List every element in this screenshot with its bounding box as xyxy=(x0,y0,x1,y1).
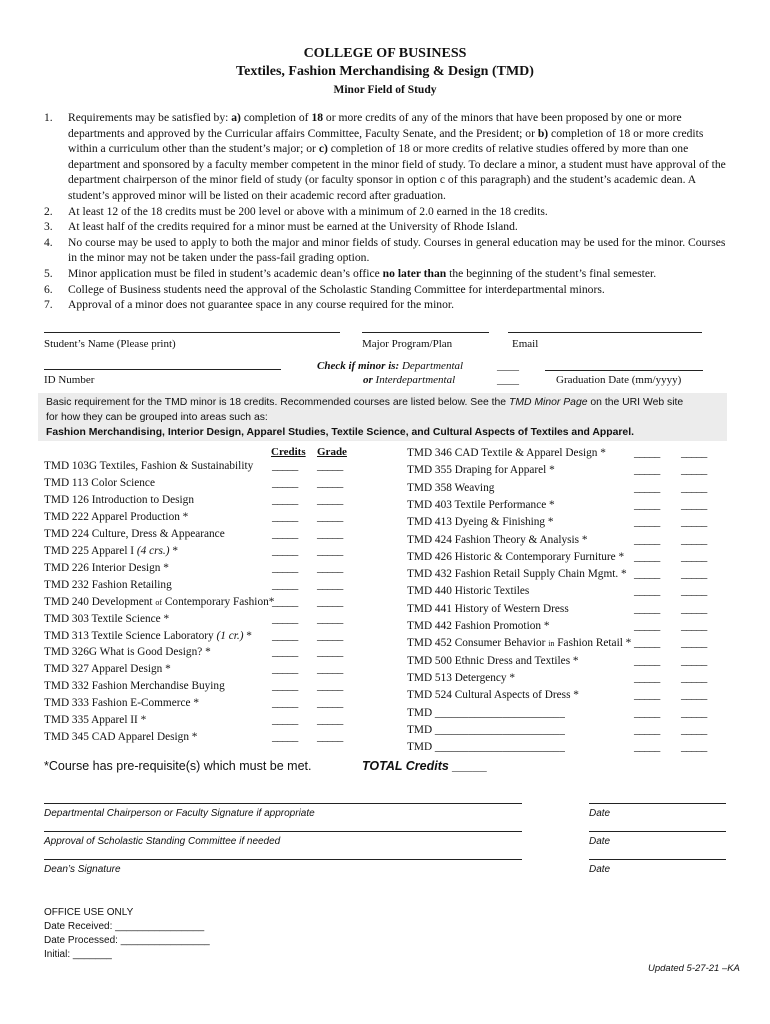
course-row xyxy=(407,655,579,667)
course-grade-field[interactable]: _____ xyxy=(317,612,343,625)
course-name-rest: Fashion Retail * xyxy=(557,637,632,650)
course-name: TMD 346 CAD Textile & Apparel Design * xyxy=(407,447,606,459)
student-name-line[interactable] xyxy=(44,332,340,333)
course-name: TMD _______________________ xyxy=(407,723,565,736)
course-row xyxy=(44,613,169,625)
requirement-item xyxy=(44,235,734,266)
course-grade-field[interactable]: _____ xyxy=(681,741,707,754)
form-subtitle: Minor Field of Study xyxy=(333,84,437,96)
course-name: TMD 113 Color Science xyxy=(44,476,155,489)
requirement-number: 6. xyxy=(44,282,53,296)
course-grade-field[interactable]: _____ xyxy=(317,629,343,642)
course-credits-field[interactable]: _____ xyxy=(634,550,660,563)
course-name: TMD 403 Textile Performance * xyxy=(407,498,555,511)
major-line[interactable] xyxy=(362,332,489,333)
course-credits-field[interactable]: _____ xyxy=(272,544,298,557)
course-grade-field[interactable]: _____ xyxy=(681,464,707,477)
requirement-text: At least 12 of the 18 credits must be 200 level or above with a minimum of 2.0 earned in the 18 credits. xyxy=(68,204,548,218)
course-row xyxy=(44,731,197,743)
requirement-text: b) xyxy=(537,126,549,140)
check-minor-label: Check if minor is: Departmental xyxy=(317,360,464,372)
course-name: TMD 103G Textiles, Fashion & Sustainability xyxy=(44,460,254,472)
requirement-text: 18 xyxy=(311,111,324,124)
course-grade-field[interactable]: _____ xyxy=(317,646,343,659)
requirement-text: the beginning of the student’s final semester. xyxy=(446,266,657,280)
course-row xyxy=(44,596,274,608)
course-credits-field[interactable]: _____ xyxy=(634,689,660,702)
requirement-number: 3. xyxy=(44,220,53,234)
course-credits-field[interactable]: _____ xyxy=(634,723,660,736)
department-title: Textiles, Fashion Merchandising & Design (TMD) xyxy=(236,64,534,79)
course-credits-field[interactable]: _____ xyxy=(272,714,298,727)
requirement-item xyxy=(44,204,734,220)
course-grade-field[interactable]: _____ xyxy=(317,510,343,523)
course-grade-field[interactable]: _____ xyxy=(317,561,343,574)
course-credits-field[interactable]: _____ xyxy=(634,464,660,477)
requirement-text: completion of 18 or more credits within a curriculum other than the student’s major; or xyxy=(68,126,704,156)
course-grade-field[interactable]: _____ xyxy=(681,689,707,702)
info-line-1: Basic requirement for the TMD minor is 18 credits. Recommended courses are listed below. See the TMD Minor Page on the URI Web site xyxy=(46,397,684,408)
course-grade-field[interactable]: _____ xyxy=(681,498,707,511)
course-row xyxy=(44,663,171,675)
course-row xyxy=(44,545,178,557)
requirement-number: 5. xyxy=(44,266,53,280)
course-grade-field[interactable]: _____ xyxy=(681,637,707,650)
course-credits-field[interactable]: _____ xyxy=(634,481,660,494)
course-name: TMD 327 Apparel Design * xyxy=(44,663,171,676)
course-credits-field[interactable]: _____ xyxy=(272,697,298,710)
course-name: TMD 524 Cultural Aspects of Dress * xyxy=(407,689,579,702)
requirement-text: a) xyxy=(231,111,241,124)
course-row xyxy=(407,568,627,580)
chair-date-label: Date xyxy=(589,808,611,819)
course-grade-field[interactable]: _____ xyxy=(681,620,707,632)
course-row xyxy=(407,447,606,459)
course-credits-field[interactable]: _____ xyxy=(272,578,298,591)
course-name: TMD 226 Interior Design * xyxy=(44,561,169,574)
course-name: TMD 303 Textile Science * xyxy=(44,612,170,625)
course-name: TMD 335 Apparel II * xyxy=(44,714,147,727)
prereq-note: *Course has pre-requisite(s) which must be met. xyxy=(44,759,312,773)
course-credits-field[interactable]: _____ xyxy=(634,602,660,615)
initial-field[interactable]: Initial: _______ xyxy=(44,949,112,960)
date-processed-field[interactable]: Date Processed: ________________ xyxy=(44,935,210,946)
requirement-text: Minor application must be filed in student’s academic dean’s office xyxy=(68,266,383,280)
course-row xyxy=(44,680,225,692)
course-credits-field[interactable]: _____ xyxy=(634,654,660,667)
info-line-2: for how they can be grouped into areas such as: xyxy=(46,412,268,423)
course-row xyxy=(407,672,515,684)
course-row xyxy=(407,707,565,719)
student-name-label: Student’s Name (Please print) xyxy=(44,338,176,350)
course-grade-field[interactable]: _____ xyxy=(317,663,343,676)
email-label: Email xyxy=(512,338,539,350)
interdepartmental-label: or Interdepartmental xyxy=(363,374,456,386)
course-credits-field[interactable]: _____ xyxy=(634,447,660,459)
requirement-item xyxy=(44,266,734,282)
course-row xyxy=(407,534,588,546)
course-name: TMD _______________________ xyxy=(407,741,565,754)
course-name-small: of xyxy=(155,597,163,607)
course-grade-field[interactable]: _____ xyxy=(681,447,707,459)
course-row xyxy=(44,714,146,726)
course-credits-field[interactable]: _____ xyxy=(272,527,298,540)
course-credits-field[interactable]: _____ xyxy=(634,568,660,581)
course-name: TMD 332 Fashion Merchandise Buying xyxy=(44,680,225,693)
course-grade-field[interactable]: _____ xyxy=(317,544,343,557)
course-name-small: in xyxy=(548,639,555,649)
course-row xyxy=(407,482,494,494)
committee-signature-label: Approval of Scholastic Standing Committee if needed xyxy=(44,836,281,847)
course-grade-field[interactable]: _____ xyxy=(681,533,707,546)
updated-note: Updated 5-27-21 –KA xyxy=(648,963,740,974)
course-row xyxy=(44,646,211,658)
requirement-number: 1. xyxy=(44,111,53,124)
course-row xyxy=(407,741,565,753)
requirement-text: No course may be used to apply to both the major and minor fields of study. Courses in general education may be used for the minor. Courses in the minor may not be taken under the pass-fail grading option. xyxy=(68,235,726,265)
college-title: COLLEGE OF BUSINESS xyxy=(303,46,467,61)
id-number-line[interactable] xyxy=(44,369,281,370)
course-name: TMD 424 Fashion Theory & Analysis * xyxy=(407,533,588,546)
course-row xyxy=(407,551,624,563)
total-credits-label: TOTAL Credits xyxy=(362,759,449,773)
course-credits-field[interactable]: _____ xyxy=(272,612,298,625)
course-row xyxy=(407,689,579,701)
requirement-text: completion of xyxy=(240,111,312,124)
course-name: TMD 126 Introduction to Design xyxy=(44,493,194,506)
course-row xyxy=(44,528,225,540)
course-credits-field[interactable]: _____ xyxy=(634,585,660,598)
course-credits-field[interactable]: _____ xyxy=(272,680,298,693)
course-name: TMD 232 Fashion Retailing xyxy=(44,578,172,591)
info-box xyxy=(38,393,727,441)
course-name: TMD 326G What is Good Design? * xyxy=(44,646,211,659)
course-name: TMD 355 Draping for Apparel * xyxy=(407,464,555,477)
course-grade-field[interactable]: _____ xyxy=(681,706,707,719)
course-credits-note: (1 cr.) xyxy=(216,629,244,642)
course-name: TMD 222 Apparel Production * xyxy=(44,510,189,523)
date-received-field[interactable]: Date Received: ________________ xyxy=(44,921,205,932)
requirement-text: College of Business students need the approval of the Scholastic Standing Committee for interdepartmental minors. xyxy=(68,282,605,296)
total-credits-field[interactable]: _____ xyxy=(452,759,487,773)
course-grade-field[interactable]: _____ xyxy=(681,723,707,736)
course-row xyxy=(407,603,569,615)
course-row xyxy=(407,637,631,649)
requirement-text: At least half of the credits required for a minor must be earned at the University of Rhode Island. xyxy=(68,220,518,234)
departmental-checkbox[interactable]: ____ xyxy=(497,360,519,372)
course-grade-field[interactable]: _____ xyxy=(681,654,707,667)
course-name: TMD 333 Fashion E-Commerce * xyxy=(44,697,199,710)
course-name: TMD 426 Historic & Contemporary Furniture * xyxy=(407,550,625,563)
chair-signature-line[interactable] xyxy=(44,803,522,804)
interdepartmental-checkbox[interactable]: ____ xyxy=(497,374,519,386)
requirement-item xyxy=(44,110,734,204)
course-grade-field[interactable]: _____ xyxy=(681,550,707,563)
requirements-list xyxy=(44,110,734,313)
email-line[interactable] xyxy=(508,332,702,333)
course-credits-field[interactable]: _____ xyxy=(272,510,298,523)
course-grade-field[interactable]: _____ xyxy=(317,697,343,710)
requirement-text: no later than xyxy=(382,266,447,280)
course-credits-field[interactable]: _____ xyxy=(272,561,298,574)
course-credits-field[interactable]: _____ xyxy=(272,646,298,659)
course-row xyxy=(44,477,155,489)
course-credits-field[interactable]: _____ xyxy=(634,637,660,650)
course-grade-field[interactable]: _____ xyxy=(317,578,343,591)
course-row xyxy=(44,579,172,591)
course-name: TMD 441 History of Western Dress xyxy=(407,602,569,615)
course-credits-field[interactable]: _____ xyxy=(634,741,660,754)
course-name: TMD 224 Culture, Dress & Appearance xyxy=(44,527,225,540)
course-grade-field[interactable]: _____ xyxy=(681,568,707,581)
course-name: TMD 358 Weaving xyxy=(407,481,495,494)
course-credits-field[interactable]: _____ xyxy=(634,620,660,632)
info-line-3: Fashion Merchandising, Interior Design, Apparel Studies, Textile Science, and Cultural Aspects of Textiles and Apparel. xyxy=(46,427,634,438)
course-row xyxy=(407,585,529,597)
chair-signature-label: Departmental Chairperson or Faculty Signature if appropriate xyxy=(44,808,315,819)
requirement-number: 7. xyxy=(44,298,53,312)
course-grade-field[interactable]: _____ xyxy=(317,476,343,489)
dean-signature-line[interactable] xyxy=(44,859,522,860)
committee-date-line[interactable] xyxy=(589,831,726,832)
course-credits-field[interactable]: _____ xyxy=(634,516,660,529)
dean-signature-label: Dean’s Signature xyxy=(44,864,121,875)
course-row xyxy=(44,511,188,523)
course-row xyxy=(407,516,554,528)
course-row xyxy=(407,464,555,476)
tmd-minor-page-link[interactable]: TMD Minor Page xyxy=(508,397,588,408)
course-grade-field[interactable]: _____ xyxy=(681,481,707,494)
course-name: TMD 513 Detergency * xyxy=(407,671,516,684)
prereq-marker: * xyxy=(169,544,178,557)
course-grade-field[interactable]: _____ xyxy=(317,595,343,608)
course-name: TMD 225 Apparel I xyxy=(44,544,135,557)
course-grade-field[interactable]: _____ xyxy=(681,602,707,615)
requirement-number: 4. xyxy=(44,235,53,249)
major-label: Major Program/Plan xyxy=(362,338,453,350)
course-grade-field[interactable]: _____ xyxy=(681,671,707,684)
course-grade-field[interactable]: _____ xyxy=(317,731,343,744)
course-grade-field[interactable]: _____ xyxy=(317,527,343,540)
course-credits-note: (4 crs.) xyxy=(136,544,170,557)
course-row xyxy=(407,724,565,736)
course-credits-field[interactable]: _____ xyxy=(272,629,298,642)
grade-header: Grade xyxy=(317,446,347,458)
course-credits-field[interactable]: _____ xyxy=(634,498,660,511)
requirement-text: Approval of a minor does not guarantee space in any course required for the minor. xyxy=(68,298,455,312)
course-name: TMD 313 Textile Science Laboratory xyxy=(44,629,214,642)
course-row xyxy=(44,697,199,709)
course-name: TMD 440 Historic Textiles xyxy=(407,585,530,598)
course-name: TMD 413 Dyeing & Finishing * xyxy=(407,516,554,529)
course-credits-field[interactable]: _____ xyxy=(272,460,298,472)
requirement-number: 2. xyxy=(44,204,53,218)
chair-date-line[interactable] xyxy=(589,803,726,804)
course-credits-field[interactable]: _____ xyxy=(634,671,660,684)
requirement-item xyxy=(44,219,734,235)
course-row xyxy=(407,620,549,632)
course-credits-field[interactable]: _____ xyxy=(272,476,298,489)
course-row xyxy=(44,630,252,642)
prereq-marker: * xyxy=(243,629,252,642)
requirement-item xyxy=(44,282,734,298)
course-name: TMD 500 Ethnic Dress and Textiles * xyxy=(407,654,579,667)
course-credits-field[interactable]: _____ xyxy=(272,595,298,608)
requirement-text: Requirements may be satisfied by: xyxy=(68,111,232,124)
course-name: TMD 432 Fashion Retail Supply Chain Mgmt. * xyxy=(407,568,627,581)
requirement-text: completion of 18 or more credits of relative studies offered by more than one department and sponsored by a faculty member competent in the minor field of study. To declare a minor, a student must have approval of the department chairperson of the minor field of study (or faculty sponsor in option c of this paragraph) and the student’s academic dean. A student’s approved minor will be listed on their academic record after graduation. xyxy=(68,142,726,202)
course-credits-field[interactable]: _____ xyxy=(634,706,660,719)
course-name: TMD 240 Development xyxy=(44,595,153,608)
course-row xyxy=(407,499,555,511)
committee-signature-line[interactable] xyxy=(44,831,522,832)
course-name: TMD 345 CAD Apparel Design * xyxy=(44,731,198,744)
committee-date-label: Date xyxy=(589,836,611,847)
course-row xyxy=(44,460,253,472)
course-grade-field[interactable]: _____ xyxy=(317,680,343,693)
requirement-text: or more credits of any of the minors that have been proposed by one or more departments and approved by the Curricular affairs Committee, Faculty Senate, and the President; or xyxy=(68,111,682,140)
course-credits-field[interactable]: _____ xyxy=(272,731,298,744)
requirement-text: c) xyxy=(318,142,328,156)
course-grade-field[interactable]: _____ xyxy=(317,714,343,727)
course-credits-field[interactable]: _____ xyxy=(272,493,298,506)
dean-date-line[interactable] xyxy=(589,859,726,860)
credits-header: Credits xyxy=(271,446,306,458)
course-credits-field[interactable]: _____ xyxy=(272,663,298,676)
course-row xyxy=(44,494,194,506)
graduation-date-line[interactable] xyxy=(545,370,703,371)
course-grade-field[interactable]: _____ xyxy=(317,493,343,506)
course-name: TMD _______________________ xyxy=(407,706,565,719)
course-name: TMD 442 Fashion Promotion * xyxy=(407,620,550,632)
graduation-date-label: Graduation Date (mm/yyyy) xyxy=(556,374,682,386)
course-credits-field[interactable]: _____ xyxy=(634,533,660,546)
office-use-title: OFFICE USE ONLY xyxy=(44,907,134,918)
course-grade-field[interactable]: _____ xyxy=(317,460,343,472)
course-row xyxy=(44,562,169,574)
dean-date-label: Date xyxy=(589,864,611,875)
requirement-item xyxy=(44,297,734,313)
course-name-rest: Contemporary Fashion* xyxy=(164,595,275,608)
course-grade-field[interactable]: _____ xyxy=(681,585,707,598)
course-name: TMD 452 Consumer Behavior xyxy=(407,637,546,650)
course-grade-field[interactable]: _____ xyxy=(681,516,707,529)
id-number-label: ID Number xyxy=(44,374,95,386)
